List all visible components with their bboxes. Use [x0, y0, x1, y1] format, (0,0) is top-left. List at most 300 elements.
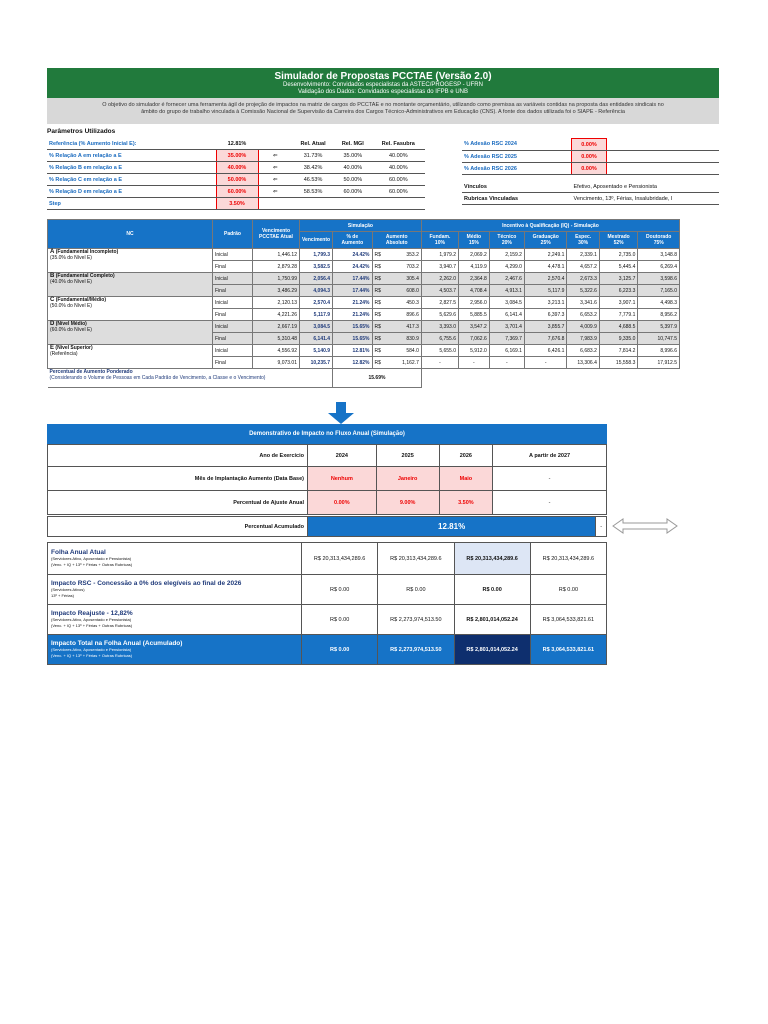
iq-cell: 5,885.5: [459, 309, 490, 321]
abs-value: 896.6: [406, 311, 419, 318]
subheader-cell: Espec. 30%: [567, 232, 599, 249]
abs-value: 417.3: [406, 323, 419, 330]
iq-cell: 6,683.2: [567, 345, 599, 357]
col-simulacao: Simulação: [300, 220, 422, 232]
finance-sub: (Servidores Ativo, Aposentado e Pensionista): [51, 647, 132, 652]
sim-venc-cell: 6,141.4: [300, 333, 333, 345]
iq-cell: 3,547.2: [459, 321, 490, 333]
param-label: % Relação A em relação a E: [47, 150, 216, 162]
abs-value: 608.0: [406, 287, 419, 294]
finance-table: [47, 542, 607, 665]
rel-fasubra-value: 60.00%: [372, 174, 425, 186]
padrao-cell: Inicial: [213, 273, 253, 285]
venc-atual-cell: 4,221.26: [253, 309, 300, 321]
table-row: [48, 345, 680, 357]
abs-value: 450.3: [406, 299, 419, 306]
iq-cell: 3,213.1: [524, 297, 566, 309]
app-header: [47, 68, 719, 98]
param-input[interactable]: 40.00%: [216, 162, 258, 174]
iq-cell: 3,341.6: [567, 297, 599, 309]
flux-table: [47, 444, 607, 515]
accumulated-dash: -: [596, 517, 607, 537]
iq-cell: 3,940.7: [421, 261, 458, 273]
rel-mgi-value: 60.00%: [334, 186, 372, 198]
rel-atual-value: 46.53%: [292, 174, 334, 186]
iq-cell: 2,159.2: [489, 249, 524, 261]
sim-venc-cell: 5,140.9: [300, 345, 333, 357]
finance-value: R$ 0.00: [302, 605, 378, 635]
iq-cell: 2,735.0: [599, 249, 638, 261]
iq-cell: 2,069.2: [459, 249, 490, 261]
finance-value: R$ 2,273,974,513.50: [378, 605, 454, 635]
param-input[interactable]: 60.00%: [216, 186, 258, 198]
sim-pct-cell: 15.65%: [333, 321, 372, 333]
rsc-label: % Adesão RSC 2024: [462, 139, 572, 151]
nc-desc: (Fundamental Completo): [55, 273, 115, 279]
currency: R$: [374, 335, 381, 342]
nc-sub: (40.0% do Nível E): [50, 279, 92, 285]
finance-value: R$ 2,801,014,052.24: [454, 605, 530, 635]
col-rel-mgi: Rel. MGI: [334, 138, 372, 150]
subheader-cell: Doutorado 75%: [638, 232, 680, 249]
iq-cell: 5,445.4: [599, 261, 638, 273]
venc-atual-cell: 1,446.12: [253, 249, 300, 261]
sim-abs-cell: [372, 285, 421, 297]
weighted-sub: (Considerando o Volume de Pessoas em Cada Padrão de Vencimento, a Classe e o Vencimento): [49, 375, 266, 381]
finance-label-cell: [48, 575, 302, 605]
rel-fasubra-value: 60.00%: [372, 186, 425, 198]
finance-value: R$ 0.00: [302, 575, 378, 605]
table-row: [48, 249, 680, 261]
subheader-cell: Graduação 25%: [524, 232, 566, 249]
iq-cell: 3,855.7: [524, 321, 566, 333]
nc-cell: [48, 273, 213, 297]
sim-venc-cell: 3,582.5: [300, 261, 333, 273]
iq-cell: 13,306.4: [567, 357, 599, 369]
iq-cell: 7,165.0: [638, 285, 680, 297]
iq-cell: 3,393.0: [421, 321, 458, 333]
sim-abs-cell: [372, 249, 421, 261]
sim-abs-cell: [372, 345, 421, 357]
year-col: 2026: [439, 445, 493, 467]
subheader-cell: Técnico 20%: [489, 232, 524, 249]
rel-mgi-value: 35.00%: [334, 150, 372, 162]
abs-value: 305.4: [406, 275, 419, 282]
nc-desc: (Nível Médio): [55, 321, 87, 327]
padrao-cell: Final: [213, 357, 253, 369]
month-value: -: [493, 467, 607, 491]
weighted-value: 15.69%: [333, 369, 422, 388]
arrow-left-icon: ⇐: [258, 162, 292, 174]
iq-cell: 2,956.0: [459, 297, 490, 309]
salary-grid: [47, 219, 680, 388]
iq-cell: 2,570.4: [524, 273, 566, 285]
finance-title: Impacto RSC - Concessão a 0% dos elegíveis ao final de 2026: [51, 580, 242, 587]
rel-mgi-value: [334, 198, 372, 210]
params-title: Parâmetros Utilizados: [47, 128, 116, 135]
rel-fasubra-value: [372, 198, 425, 210]
rel-atual-value: 58.53%: [292, 186, 334, 198]
rsc-value[interactable]: 0.00%: [572, 163, 607, 175]
col-rel-atual: Rel. Atual: [292, 138, 334, 150]
finance-sub: (Servidores Ativo, Aposentado e Pensionista): [51, 556, 132, 561]
weighted-label: Percentual de Aumento Ponderado: [49, 369, 133, 375]
padrao-cell: Inicial: [213, 297, 253, 309]
iq-cell: 3,701.4: [489, 321, 524, 333]
iq-cell: 6,653.2: [567, 309, 599, 321]
venc-atual-cell: 3,486.29: [253, 285, 300, 297]
table-row: [48, 273, 680, 285]
abs-value: 1,162.7: [402, 359, 419, 366]
iq-cell: 6,269.4: [638, 261, 680, 273]
iq-cell: 4,478.1: [524, 261, 566, 273]
iq-cell: 3,598.6: [638, 273, 680, 285]
iq-cell: 5,117.9: [524, 285, 566, 297]
subheader-cell: Aumento Absoluto: [372, 232, 421, 249]
param-label: % Relação B em relação a E: [47, 162, 216, 174]
subheader-cell: Mestrado 52%: [599, 232, 638, 249]
iq-cell: 7,676.8: [524, 333, 566, 345]
iq-cell: 8,956.2: [638, 309, 680, 321]
iq-cell: 2,467.6: [489, 273, 524, 285]
nc-sub: (35.0% do Nível E): [50, 255, 92, 261]
finance-title: Impacto Total na Folha Anual (Acumulado): [51, 640, 183, 647]
iq-cell: -: [489, 357, 524, 369]
finance-value: R$ 20,313,434,289.6: [454, 543, 530, 575]
iq-cell: 2,827.5: [421, 297, 458, 309]
iq-cell: 5,912.0: [459, 345, 490, 357]
sim-pct-cell: 12.81%: [333, 345, 372, 357]
flux-title: Demonstrativo de Impacto no Fluxo Anual (Simulação): [47, 424, 607, 444]
finance-label-cell: [48, 605, 302, 635]
sim-pct-cell: 12.82%: [333, 357, 372, 369]
padrao-cell: Inicial: [213, 345, 253, 357]
rubricas-value: Vencimento, 13º, Férias, Insalubridade, I: [572, 193, 720, 205]
arrow-left-icon: ⇐: [258, 150, 292, 162]
iq-cell: 6,223.3: [599, 285, 638, 297]
sim-venc-cell: 5,117.9: [300, 309, 333, 321]
iq-cell: 3,084.5: [489, 297, 524, 309]
abs-value: 703.2: [406, 263, 419, 270]
finance-value: R$ 2,801,014,052.24: [454, 635, 530, 665]
adjust-label: Percentual de Ajuste Anual: [48, 491, 308, 515]
col-padrao: Padrão: [213, 220, 253, 249]
iq-cell: 7,062.6: [459, 333, 490, 345]
iq-cell: 6,141.4: [489, 309, 524, 321]
currency: R$: [374, 323, 381, 330]
iq-cell: 4,913.1: [489, 285, 524, 297]
iq-cell: 2,339.1: [567, 249, 599, 261]
adjust-input[interactable]: 0.00%: [308, 491, 377, 515]
iq-cell: 10,747.5: [638, 333, 680, 345]
rsc-spacer: [607, 139, 720, 151]
iq-cell: 2,249.1: [524, 249, 566, 261]
table-row: [48, 297, 680, 309]
iq-cell: 3,125.7: [599, 273, 638, 285]
finance-row: [48, 635, 607, 665]
iq-cell: 4,299.0: [489, 261, 524, 273]
arrow-left-icon: ⇐: [258, 186, 292, 198]
rel-atual-value: [292, 198, 334, 210]
currency: R$: [374, 359, 381, 366]
sim-pct-cell: 24.42%: [333, 261, 372, 273]
currency: R$: [374, 251, 381, 258]
finance-label-cell: [48, 543, 302, 575]
rubricas-label: Rubricas Vinculadas: [462, 193, 572, 205]
finance-title: Impacto Reajuste - 12,82%: [51, 610, 133, 617]
sim-pct-cell: 21.24%: [333, 309, 372, 321]
rsc-value[interactable]: 0.00%: [572, 151, 607, 163]
col-nc: NC: [48, 220, 213, 249]
sim-abs-cell: [372, 261, 421, 273]
finance-label-cell: [48, 635, 302, 665]
sim-abs-cell: [372, 297, 421, 309]
month-select[interactable]: Nenhum: [308, 467, 377, 491]
finance-sub: (Venc. + IQ + 13º + Férias + Outras Rubricas): [51, 562, 133, 567]
adjust-input[interactable]: 3.50%: [439, 491, 493, 515]
iq-cell: 8,996.6: [638, 345, 680, 357]
weighted-cell: [48, 369, 333, 388]
col-venc-atual: Vencimento PCCTAE Atual: [253, 220, 300, 249]
nc-cell: [48, 321, 213, 345]
header-validation-line: Validação dos Dados: Convidados especialistas do IFPB e UNB: [298, 89, 468, 95]
iq-cell: 4,119.9: [459, 261, 490, 273]
padrao-cell: Final: [213, 285, 253, 297]
iq-cell: 17,912.5: [638, 357, 680, 369]
iq-cell: 7,814.2: [599, 345, 638, 357]
accumulated-table: [47, 516, 607, 537]
sim-abs-cell: [372, 357, 421, 369]
col-rel-fasubra: Rel. Fasubra: [372, 138, 425, 150]
iq-cell: 4,009.9: [567, 321, 599, 333]
param-value[interactable]: 12.81%: [216, 138, 258, 150]
finance-value: R$ 0.00: [454, 575, 530, 605]
vinculos-label: Vínculos: [462, 181, 572, 193]
venc-atual-cell: 2,879.28: [253, 261, 300, 273]
year-label: Ano de Exercício: [48, 445, 308, 467]
iq-cell: 7,369.7: [489, 333, 524, 345]
finance-value: R$ 0.00: [378, 575, 454, 605]
sim-pct-cell: 21.24%: [333, 297, 372, 309]
sim-venc-cell: 3,084.5: [300, 321, 333, 333]
iq-cell: -: [459, 357, 490, 369]
sim-venc-cell: 4,094.3: [300, 285, 333, 297]
iq-cell: 15,558.3: [599, 357, 638, 369]
accumulated-label: Percentual Acumulado: [48, 517, 308, 537]
venc-atual-cell: 9,073.01: [253, 357, 300, 369]
param-input[interactable]: 3.50%: [216, 198, 258, 210]
iq-cell: 2,262.0: [421, 273, 458, 285]
nc-sub: (60.0% do Nível E): [50, 327, 92, 333]
rsc-label: % Adesão RSC 2026: [462, 163, 572, 175]
sim-abs-cell: [372, 333, 421, 345]
iq-cell: 3,148.8: [638, 249, 680, 261]
double-arrow-icon: [612, 518, 678, 534]
adjust-input[interactable]: 9.00%: [376, 491, 439, 515]
finance-row: [48, 575, 607, 605]
month-select[interactable]: Janeiro: [376, 467, 439, 491]
subheader-cell: Médio 15%: [459, 232, 490, 249]
finance-value: R$ 20,313,434,289.6: [530, 543, 606, 575]
finance-sub: (Servidores Ativo, Aposentado e Pensionista): [51, 617, 132, 622]
venc-atual-cell: 2,667.19: [253, 321, 300, 333]
padrao-cell: Inicial: [213, 321, 253, 333]
nc-name: A: [50, 249, 55, 255]
iq-cell: 3,907.1: [599, 297, 638, 309]
sim-pct-cell: 24.42%: [333, 249, 372, 261]
rsc-spacer: [607, 151, 720, 163]
rsc-label: % Adesão RSC 2025: [462, 151, 572, 163]
year-col: A partir de 2027: [493, 445, 607, 467]
rel-mgi-value: 50.00%: [334, 174, 372, 186]
finance-value: R$ 0.00: [302, 635, 378, 665]
arrow-left-icon: ⇐: [258, 174, 292, 186]
padrao-cell: Final: [213, 333, 253, 345]
vinculos-value: Efetivo, Aposentado e Pensionista: [572, 181, 720, 193]
param-input[interactable]: 35.00%: [216, 150, 258, 162]
finance-value: R$ 3,064,533,821.61: [530, 635, 606, 665]
padrao-cell: Final: [213, 261, 253, 273]
nc-sub: (50.0% do Nível E): [50, 303, 92, 309]
subheader-cell: Fundam. 10%: [421, 232, 458, 249]
finance-value: R$ 3,064,533,821.61: [530, 605, 606, 635]
iq-cell: -: [524, 357, 566, 369]
param-label: Step: [47, 198, 216, 210]
sim-pct-cell: 17.44%: [333, 285, 372, 297]
subheader-cell: Vencimento: [300, 232, 333, 249]
rsc-value[interactable]: 0.00%: [572, 139, 607, 151]
rel-fasubra-value: 40.00%: [372, 162, 425, 174]
nc-name: E: [50, 345, 55, 351]
iq-cell: 4,708.4: [459, 285, 490, 297]
param-label: Referência (% Aumento Inicial E):: [47, 138, 216, 150]
rel-atual-value: 38.42%: [292, 162, 334, 174]
rsc-spacer: [607, 163, 720, 175]
nc-cell: [48, 345, 213, 369]
sim-venc-cell: 2,056.4: [300, 273, 333, 285]
finance-value: R$ 2,273,974,513.50: [378, 635, 454, 665]
nc-sub: (Referência): [50, 351, 78, 357]
finance-value: R$ 0.00: [530, 575, 606, 605]
nc-desc: (Nível Superior): [55, 345, 93, 351]
finance-sub: 13º + Férias): [51, 593, 74, 598]
subheader-cell: % de Aumento: [333, 232, 372, 249]
description-line: O objetivo do simulador é fornecer uma ferramenta ágil de projeção de impactos na matriz de cargos do PCCTAE e no montante orçamentário, utilizando como premissa as variáveis contidas na proposta das entidades sindicais no: [102, 102, 664, 108]
year-col: 2024: [308, 445, 377, 467]
nc-desc: (Fundamental Incompleto): [55, 249, 119, 255]
currency: R$: [374, 275, 381, 282]
table-row: [48, 321, 680, 333]
param-input[interactable]: 50.00%: [216, 174, 258, 186]
nc-cell: [48, 249, 213, 273]
nc-name: B: [50, 273, 55, 279]
description-line: âmbito do grupo de trabalho vinculada à Comissão Nacional de Supervisão da Carreira dos Cargos Técnico-Administrativos em Educação (CNS). A fonte dos dados utilizada foi o SIAPE - Referência: [141, 109, 625, 115]
params-table: [47, 138, 425, 210]
finance-row: [48, 543, 607, 575]
abs-value: 830.9: [406, 335, 419, 342]
currency: R$: [374, 287, 381, 294]
iq-cell: 5,322.6: [567, 285, 599, 297]
sim-abs-cell: [372, 273, 421, 285]
iq-cell: 4,503.7: [421, 285, 458, 297]
currency: R$: [374, 347, 381, 354]
currency: R$: [374, 263, 381, 270]
iq-cell: 6,169.1: [489, 345, 524, 357]
padrao-cell: Final: [213, 309, 253, 321]
nc-cell: [48, 297, 213, 321]
month-label: Mês de Implantação Aumento (Data Base): [48, 467, 308, 491]
iq-cell: 6,397.3: [524, 309, 566, 321]
iq-cell: 9,335.0: [599, 333, 638, 345]
nc-name: D: [50, 321, 55, 327]
venc-atual-cell: 2,120.13: [253, 297, 300, 309]
iq-cell: 2,673.3: [567, 273, 599, 285]
iq-cell: 7,983.9: [567, 333, 599, 345]
year-col: 2025: [376, 445, 439, 467]
iq-cell: 7,779.1: [599, 309, 638, 321]
venc-atual-cell: 5,310.48: [253, 333, 300, 345]
header-dev-line: Desenvolvimento: Convidados especialistas da ASTEC/PROGESP - UFRN: [283, 82, 483, 88]
iq-cell: 2,364.8: [459, 273, 490, 285]
currency: R$: [374, 299, 381, 306]
padrao-cell: Inicial: [213, 249, 253, 261]
sim-pct-cell: 17.44%: [333, 273, 372, 285]
description: [47, 98, 719, 124]
iq-cell: 4,688.5: [599, 321, 638, 333]
sim-abs-cell: [372, 321, 421, 333]
arrow-left-icon: [258, 198, 292, 210]
iq-cell: 5,655.0: [421, 345, 458, 357]
sim-abs-cell: [372, 309, 421, 321]
sim-venc-cell: 2,570.4: [300, 297, 333, 309]
iq-cell: -: [421, 357, 458, 369]
rel-mgi-value: 40.00%: [334, 162, 372, 174]
sim-venc-cell: 10,235.7: [300, 357, 333, 369]
accumulated-value: 12.81%: [308, 517, 596, 537]
iq-cell: 5,397.9: [638, 321, 680, 333]
nc-name: C: [50, 297, 55, 303]
venc-atual-cell: 1,750.99: [253, 273, 300, 285]
abs-value: 584.0: [406, 347, 419, 354]
iq-cell: 5,629.6: [421, 309, 458, 321]
venc-atual-cell: 4,556.92: [253, 345, 300, 357]
arrow-down-icon: [328, 402, 354, 424]
param-spacer: [258, 138, 292, 150]
sim-pct-cell: 15.65%: [333, 333, 372, 345]
col-iq: Incentivo à Qualificação (IQ) - Simulação: [421, 220, 679, 232]
adjust-value: -: [493, 491, 607, 515]
iq-cell: 1,979.2: [421, 249, 458, 261]
finance-value: R$ 20,313,434,289.6: [378, 543, 454, 575]
rsc-table: [462, 138, 719, 205]
finance-title: Folha Anual Atual: [51, 549, 106, 556]
finance-sub: (Servidores Ativos): [51, 587, 85, 592]
rel-atual-value: 31.73%: [292, 150, 334, 162]
nc-desc: (Fundamental/Médio): [55, 297, 107, 303]
iq-cell: 6,755.6: [421, 333, 458, 345]
iq-cell: 4,498.3: [638, 297, 680, 309]
abs-value: 353.2: [406, 251, 419, 258]
rel-fasubra-value: 40.00%: [372, 150, 425, 162]
page-title: Simulador de Propostas PCCTAE (Versão 2.0): [274, 71, 492, 82]
finance-sub: (Venc. + IQ + 13º + Férias + Outras Rubricas): [51, 653, 133, 658]
param-label: % Relação D em relação a E: [47, 186, 216, 198]
param-label: % Relação C em relação a E: [47, 174, 216, 186]
currency: R$: [374, 311, 381, 318]
sim-venc-cell: 1,799.3: [300, 249, 333, 261]
finance-sub: (Venc. + IQ + 13º + Férias + Outras Rubricas): [51, 623, 133, 628]
month-select[interactable]: Maio: [439, 467, 493, 491]
